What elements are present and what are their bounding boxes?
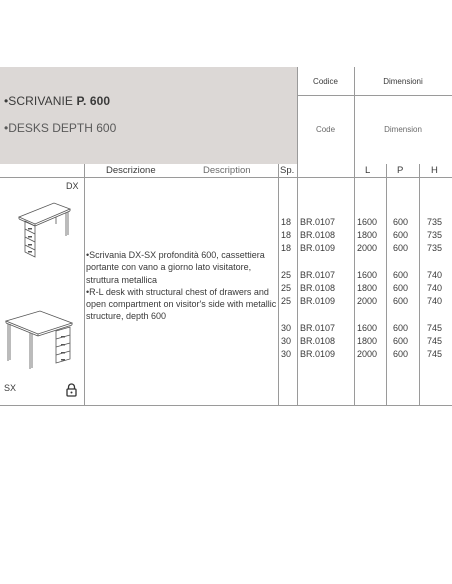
divider [386,164,387,406]
divider [354,164,355,406]
cell-code: BR.0107 [300,217,336,227]
cell-p: 600 [393,283,409,293]
col-descrizione: Descrizione [106,165,156,176]
sx-label: SX [4,383,17,393]
cell-l: 1600 [357,270,378,280]
cell-h: 745 [427,323,443,333]
cell-l: 2000 [357,296,378,306]
cell-code: BR.0109 [300,243,336,253]
cell-code: BR.0108 [300,336,336,346]
cell-h: 745 [427,336,443,346]
cell-code: BR.0109 [300,296,336,306]
cell-h: 740 [427,270,443,280]
cell-code: BR.0108 [300,283,336,293]
cell-sp: 30 [281,336,292,346]
cell-h: 735 [427,217,443,227]
divider [0,177,452,178]
code-label: Code [315,125,336,134]
cell-p: 600 [393,217,409,227]
description-italian: •Scrivania DX-SX profondità 600, cassettiera portante con vano a giorno lato visitatore, struttura metallica [86,250,265,285]
cell-code: BR.0107 [300,323,336,333]
page-title [4,94,110,108]
cell-sp: 18 [281,243,292,253]
desk-sx-drawing [4,309,74,373]
cell-l: 1800 [357,283,378,293]
cell-sp: 25 [281,283,292,293]
cell-p: 600 [393,243,409,253]
divider [278,164,279,406]
description-english: •R-L desk with structural chest of drawers and open compartment on visitor's side with metallic structure, depth 600 [86,286,277,322]
cell-h: 745 [427,349,443,359]
cell-code: BR.0109 [300,349,336,359]
cell-code: BR.0107 [300,270,336,280]
codice-label: Codice [313,77,338,86]
cell-p: 600 [393,270,409,280]
dimension-label: Dimension [384,125,422,134]
cell-l: 1800 [357,336,378,346]
divider [297,164,298,406]
title-bold: P. 600 [76,94,111,108]
cell-l: 2000 [357,243,378,253]
cell-h: 735 [427,230,443,240]
col-p: P [397,165,404,176]
cell-l: 2000 [357,349,378,359]
col-sp: Sp. [280,165,295,176]
cell-sp: 18 [281,230,292,240]
cell-l: 1600 [357,323,378,333]
divider [84,164,85,406]
cell-l: 1600 [357,217,378,227]
divider [419,164,420,406]
divider [297,95,452,96]
cell-p: 600 [393,336,409,346]
cell-p: 600 [393,323,409,333]
cell-p: 600 [393,230,409,240]
cell-sp: 30 [281,349,292,359]
dx-label: DX [66,181,79,191]
cell-l: 1800 [357,230,378,240]
dimensioni-label: Dimensioni [383,77,423,86]
cell-h: 740 [427,296,443,306]
page-subtitle: •DESKS DEPTH 600 [4,121,117,135]
cell-p: 600 [393,296,409,306]
cell-sp: 30 [281,323,292,333]
cell-sp: 25 [281,296,292,306]
cell-code: BR.0108 [300,230,336,240]
cell-sp: 25 [281,270,292,280]
desk-dx-drawing [16,199,72,261]
cell-h: 740 [427,283,443,293]
col-l: L [365,165,371,176]
cell-h: 735 [427,243,443,253]
cell-sp: 18 [281,217,292,227]
title-prefix: •SCRIVANIE [4,94,77,108]
lock-icon [66,383,77,397]
col-h: H [431,165,438,176]
cell-p: 600 [393,349,409,359]
product-description [86,249,278,323]
divider [0,405,452,406]
col-description: Description [203,165,251,176]
